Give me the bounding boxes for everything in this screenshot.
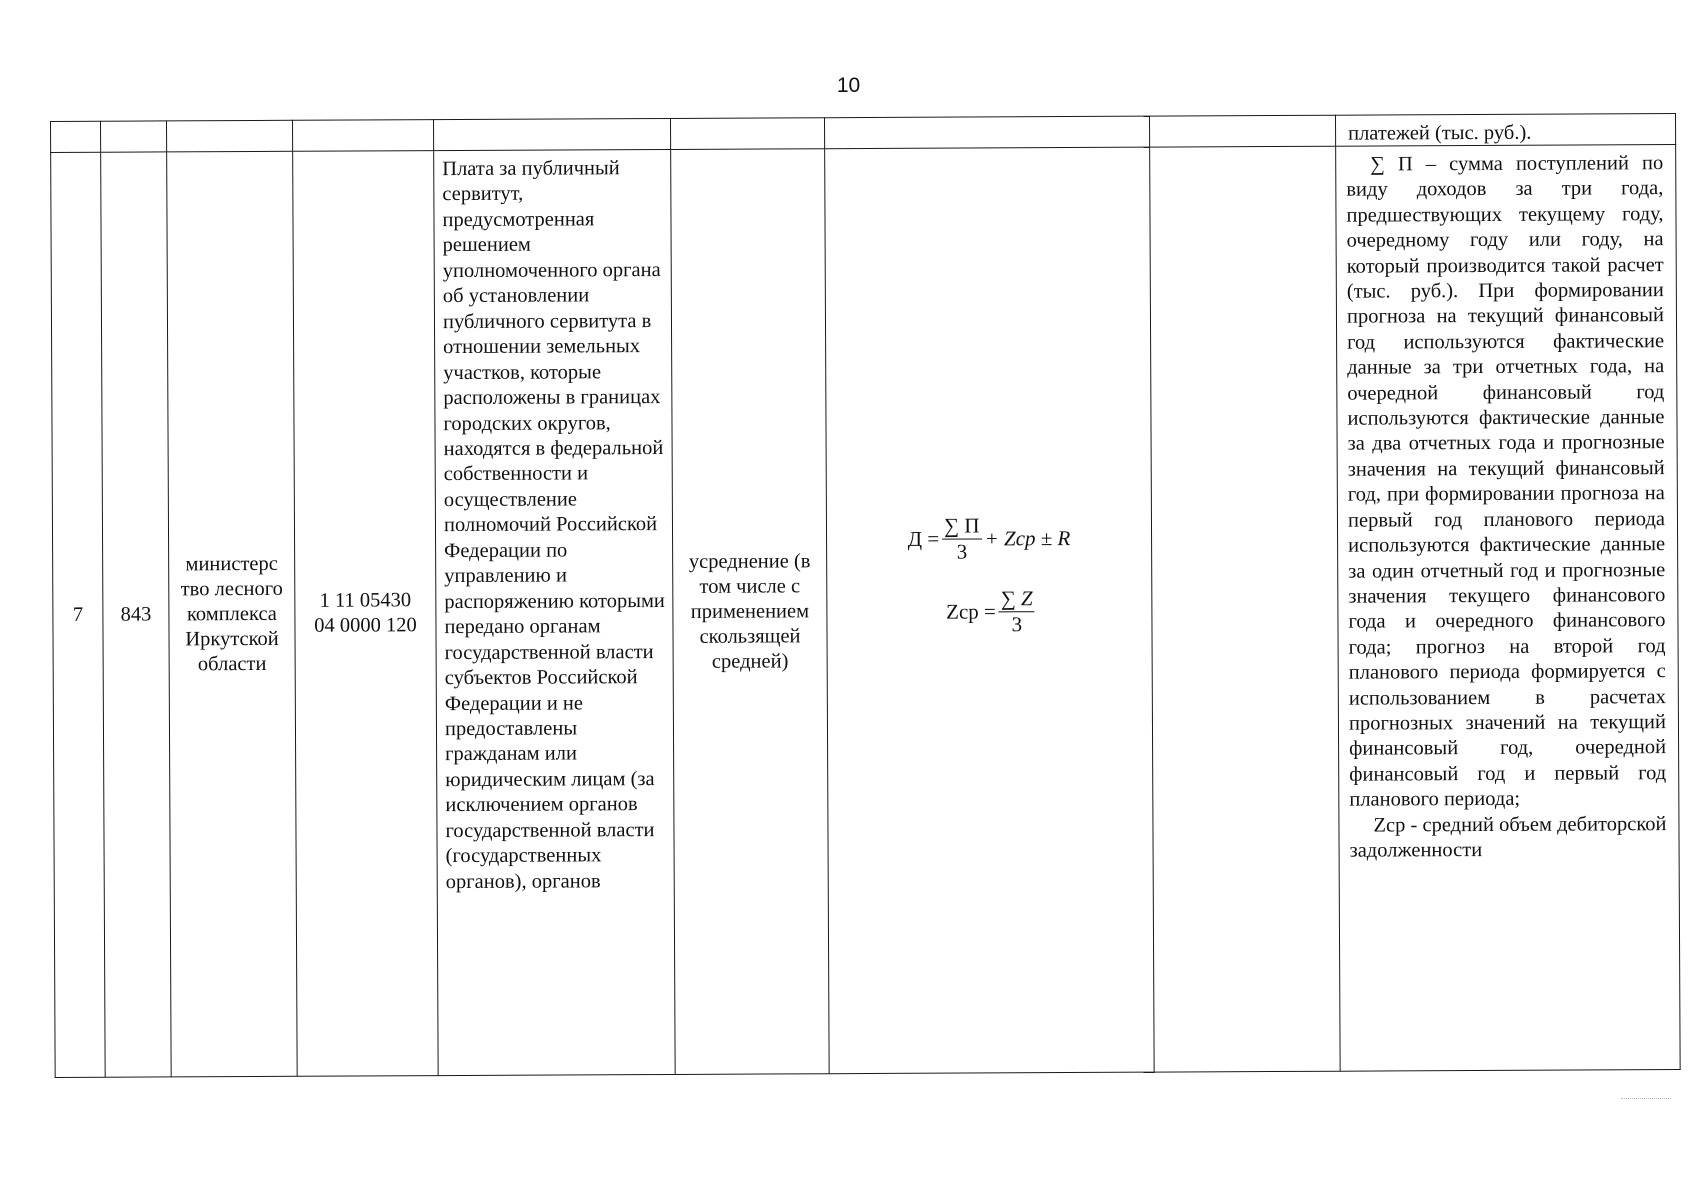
cell-empty bbox=[433, 118, 670, 150]
kbk-code-part-2: 04 0000 120 bbox=[314, 614, 417, 637]
cell-empty bbox=[101, 121, 167, 152]
cell-empty bbox=[670, 118, 824, 150]
page-number: 10 bbox=[836, 74, 861, 97]
organization-cell bbox=[167, 151, 298, 1077]
cell-empty bbox=[1150, 146, 1341, 1072]
definitions-cell bbox=[1336, 145, 1681, 1072]
formula-main-fraction bbox=[942, 515, 982, 562]
cell-empty bbox=[292, 120, 433, 152]
document-table-container bbox=[50, 113, 1680, 1076]
definition-zcp: Zср - средний объем дебиторской задолженности bbox=[1349, 812, 1667, 862]
cell-empty bbox=[51, 121, 101, 152]
method-cell bbox=[671, 149, 830, 1075]
formula-main-lhs: Д = bbox=[907, 526, 940, 551]
formula-main bbox=[908, 515, 1071, 563]
revenue-forecast-table bbox=[50, 113, 1681, 1078]
admin-code-cell bbox=[101, 152, 172, 1077]
cell-empty bbox=[1149, 115, 1335, 147]
formula-block bbox=[908, 515, 1071, 636]
scan-artifact bbox=[1621, 1098, 1671, 1099]
forecast-method: усреднение (в том числе с применением скользящей средней) bbox=[688, 549, 811, 673]
table-row bbox=[51, 145, 1681, 1078]
continuation-text: платежей (тыс. руб.). bbox=[1348, 121, 1532, 145]
formula-zcp-numerator: ∑ Z bbox=[999, 588, 1035, 612]
cell-empty bbox=[167, 120, 293, 152]
formula-definitions bbox=[1336, 145, 1679, 864]
formula-main-denominator: 3 bbox=[956, 539, 968, 564]
formula-zcp-fraction bbox=[999, 588, 1035, 635]
description-cell bbox=[434, 149, 676, 1075]
formula-zcp bbox=[946, 588, 1038, 635]
organization-name: министерс тво лесного комплекса Иркутской области bbox=[180, 552, 283, 675]
cell-empty bbox=[824, 116, 1149, 149]
formula-zcp-lhs: Zср = bbox=[946, 599, 996, 624]
continuation-text-cell bbox=[1335, 114, 1675, 147]
formula-zcp-denominator: 3 bbox=[1011, 612, 1023, 637]
revenue-description: Плата за публичный сервитут, предусмотренная решением уполномоченного органа об установлении публичного сервитута в отношении земельных участков, которые расположены в границах городских округов, находятся в федеральной собственности и осуществление полномочий Российской Федерации по управлению и распоряжению которыми передано органам государственной власти субъектов Российской Федерации и не предоставлены гражданам или юридическим лицам (за исключением органов государственной власти (государственных органов), органов bbox=[442, 157, 665, 893]
kbk-code-part-1: 1 11 05430 bbox=[319, 589, 412, 612]
formula-main-rest: + Zср ± R bbox=[984, 526, 1071, 551]
admin-code: 843 bbox=[120, 603, 152, 626]
row-number: 7 bbox=[72, 603, 84, 626]
kbk-cell bbox=[293, 151, 439, 1077]
definition-sum-payments: ∑ П – сумма поступлений по виду доходов за три года, предшествующих текущему году, очередному году или году, на который производится такой расчет (тыс. руб.). При формировании прогноза на текущий финансовый год используются фактические данные за три отчетных года, на очередной финансовый год используются фактические данные за два отчетных года и прогнозные значения на текущий финансовый год, при формировании прогноза на первый год планового периода используются фактические данные за один отчетный год и прогнозные значения текущего финансового года и очередного финансового года; прогноз на второй год планового периода формируется с использованием в расчетах прогнозных значений на текущий финансовый год, очередной финансовый год и первый год планового периода; bbox=[1346, 152, 1667, 811]
formula-cell bbox=[825, 147, 1155, 1074]
row-number-cell bbox=[51, 152, 106, 1077]
formula-main-numerator: ∑ П bbox=[942, 515, 982, 539]
